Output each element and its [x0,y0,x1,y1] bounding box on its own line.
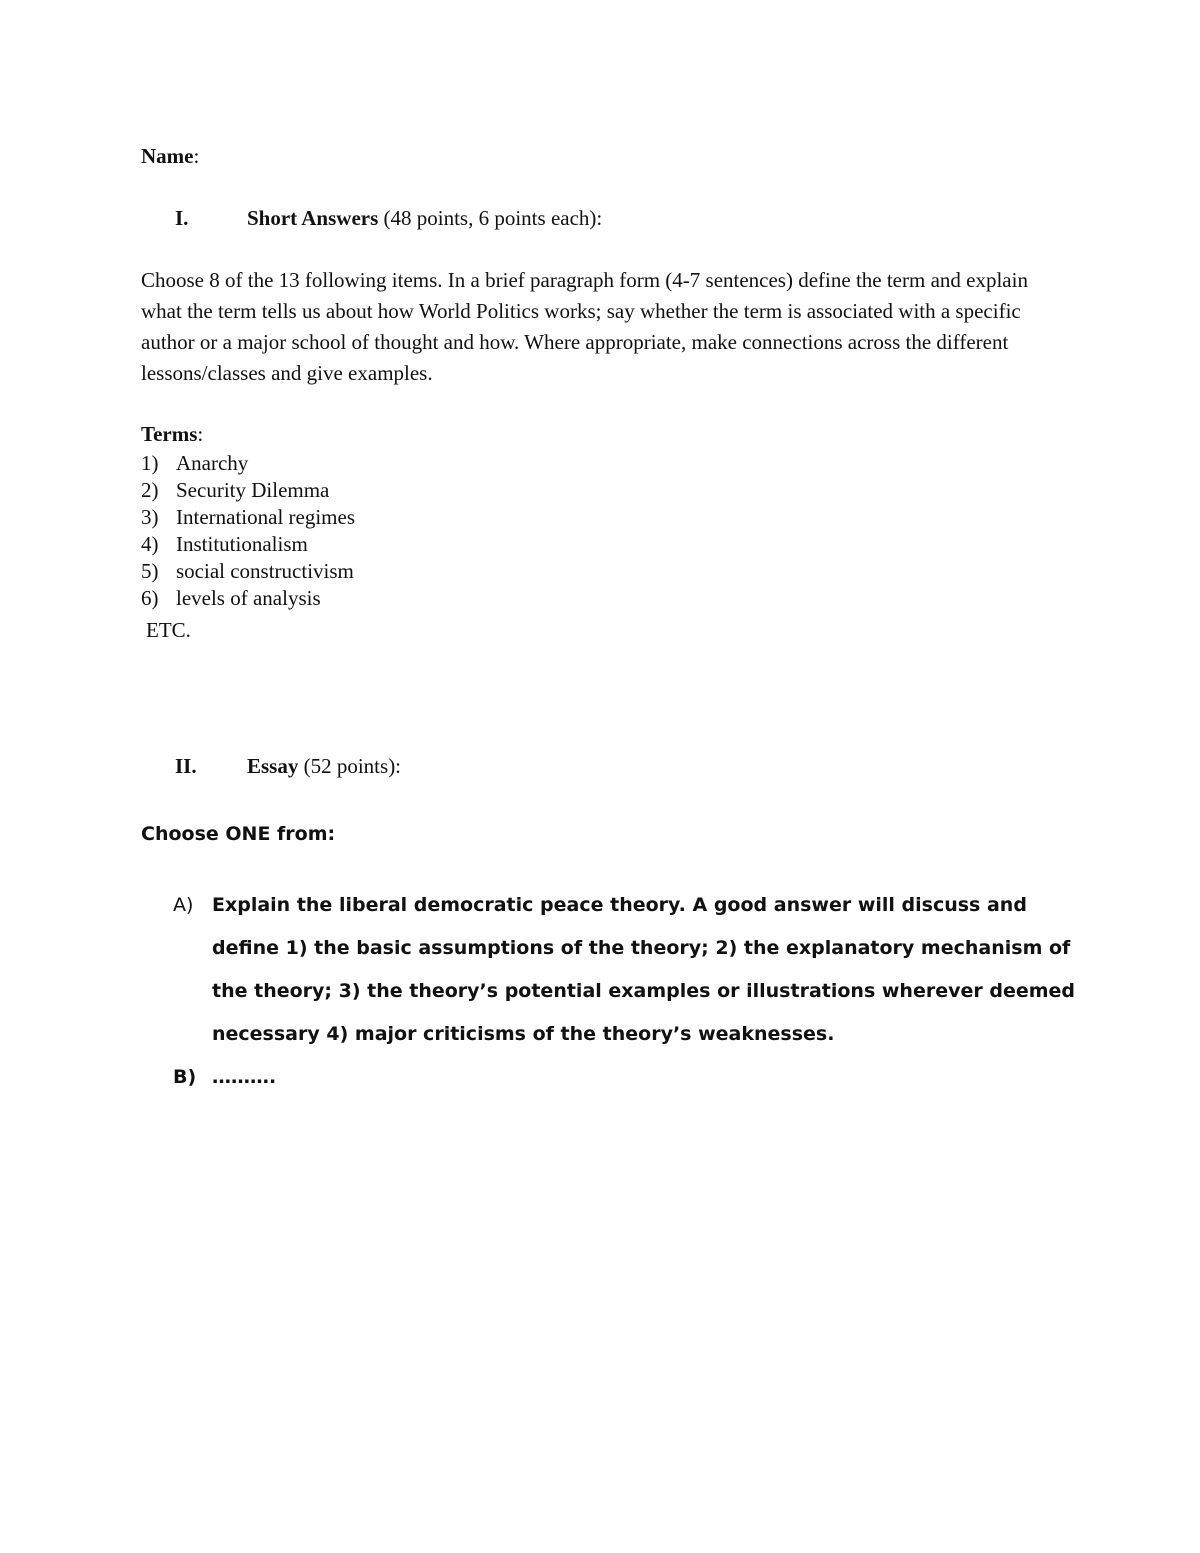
choose-one-heading: Choose ONE from: [141,823,336,845]
section-1-numeral: I. [175,206,189,230]
section-2-heading [141,751,1041,782]
option-a-lead: Explain the [212,894,339,916]
list-item [141,558,355,585]
terms-label: Terms [141,422,198,446]
term-number: 2) [141,478,159,502]
list-item [141,585,355,612]
section-2-detail: (52 points): [298,754,402,778]
essay-option-b [141,1056,1081,1099]
term-number: 5) [141,559,159,583]
essay-option-a [141,884,1081,1056]
terms-etc: ETC. [146,618,191,642]
section-1-heading [141,203,1041,234]
section-2-numeral: II. [175,754,197,778]
terms-heading [141,419,203,450]
terms-colon: : [197,422,204,446]
instructions-paragraph: Choose 8 of the 13 following items. In a brief paragraph form (4-7 sentences) define the term and explain what the term tells us about how World Politics works; say whether the term is associated with a specific author or a major school of thought and how. Where appropriate, make connections across the different lessons/classes and give examples. [141,268,1028,385]
list-item [141,450,355,477]
option-a-topic: liberal democratic peace theory. [338,894,686,916]
term-number: 3) [141,505,159,529]
essay-options [141,884,1081,1099]
list-item [141,531,355,558]
term-text: social constructivism [176,559,354,583]
term-text: Security Dilemma [176,478,330,502]
option-b-label: B) [173,1066,197,1088]
terms-list [141,450,355,612]
term-text: Institutionalism [176,532,308,556]
section-2-title: Essay [247,754,299,778]
option-a-body: A good answer will discuss and define 1) the basic assumptions of the theory; 2) the explanatory mechanism of the theory; 3) the theory’s potential examples or illustrations wherever deemed necessary 4) major criticisms of the theory’s weaknesses. [212,894,1075,1045]
option-a-label: A) [173,894,194,916]
term-text: levels of analysis [176,586,321,610]
name-label: Name [141,144,194,168]
term-number: 1) [141,451,159,475]
term-text: International regimes [176,505,356,529]
option-b-text: ………. [212,1066,277,1088]
name-line [141,141,199,172]
list-item [141,477,355,504]
section-1-title: Short Answers [247,206,379,230]
list-item [141,504,355,531]
term-number: 6) [141,586,159,610]
name-colon: : [193,144,200,168]
section-1-detail: (48 points, 6 points each): [378,206,603,230]
term-number: 4) [141,532,159,556]
term-text: Anarchy [176,451,249,475]
